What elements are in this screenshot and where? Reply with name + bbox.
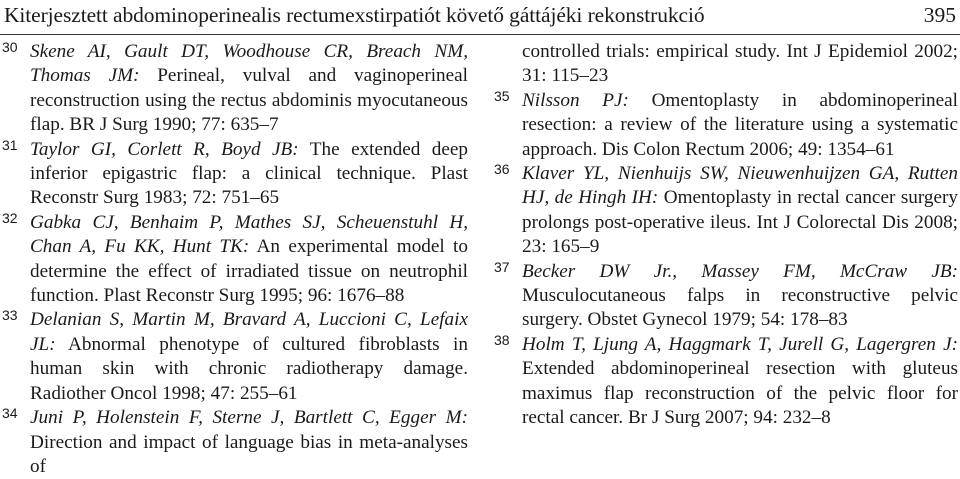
reference-number: 31 (2, 136, 18, 153)
reference-number: 33 (2, 307, 18, 324)
reference-item (0, 406, 468, 479)
reference-text: The extended deep inferior epigastric flap: a clinical technique. Plast Reconstr Surg 1983; 72: 751–65 (30, 138, 468, 209)
reference-item-continued (492, 40, 958, 89)
reference-authors: Klaver YL, Nienhuijs SW, Nieuwenhuijzen GA, Rutten HJ, de Hingh IH: (522, 163, 958, 209)
reference-number: 38 (494, 331, 510, 348)
reference-text: Perineal, vulval and vaginoperineal reconstruction using the rectus abdominis myocutaneous flap. BR J Surg 1990; 77: 635–7 (30, 65, 468, 136)
header-rule (0, 34, 960, 35)
reference-number: 37 (494, 258, 510, 275)
reference-text: Omentoplasty in abdominoperineal resection: a review of the literature using a systematic approach. Dis Colon Rectum 2006; 49: 1354–61 (522, 89, 959, 160)
reference-text: Extended abdominoperineal resection with gluteus maximus flap reconstruction of the pelvic floor for rectal cancer. Br J Surg 2007; 94: 232–8 (522, 358, 958, 429)
reference-text: An experimental model to determine the effect of irradiated tissue on neutrophil function. Plast Reconstr Surg 1995; 96: 1676–88 (30, 236, 468, 307)
page-number: 395 (923, 3, 956, 27)
reference-text: Abnormal phenotype of cultured fibroblasts in human skin with chronic radiotherapy damage. Radiother Oncol 1998; 47: 255–61 (30, 333, 468, 404)
reference-item (492, 89, 958, 162)
reference-number: 34 (2, 405, 18, 422)
reference-authors: Taylor GI, Corlett R, Boyd JB: (30, 138, 299, 160)
reference-number: 30 (2, 39, 18, 55)
reference-authors: Skene AI, Gault DT, Woodhouse CR, Breach NM, Thomas JM: (30, 41, 468, 87)
reference-number: 36 (494, 161, 510, 178)
reference-item (492, 260, 958, 333)
reference-text: controlled trials: empirical study. Int J Epidemiol 2002; 31: 115–23 (522, 41, 958, 87)
reference-text: Musculocutaneous falps in reconstructive pelvic surgery. Obstet Gynecol 1979; 54: 178–83 (522, 285, 958, 331)
reference-authors: Becker DW Jr., Massey FM, McCraw JB: (522, 260, 958, 282)
reference-number: 35 (494, 87, 510, 104)
running-header-title: Kiterjesztett abdominoperinealis rectumexstirpatiót követő gáttájéki rekonstrukció (4, 3, 705, 27)
reference-item (0, 40, 468, 138)
reference-authors: Gabka CJ, Benhaim P, Mathes SJ, Scheuenstuhl H, Chan A, Fu KK, Hunt TK: (30, 211, 468, 258)
reference-item (0, 138, 468, 211)
reference-authors: Delanian S, Martin M, Bravard A, Luccioni C, Lefaix JL: (30, 309, 468, 355)
reference-text: Omentoplasty in rectal cancer surgery prolongs post-operative ileus. Int J Colorectal Dis 2008; 23: 165–9 (522, 187, 959, 258)
reference-item (492, 162, 958, 260)
reference-authors: Holm T, Ljung A, Haggmark T, Jurell G, Lagergren J: (522, 333, 958, 355)
reference-item (0, 308, 468, 406)
reference-text: Direction and impact of language bias in meta-analyses of (30, 431, 468, 477)
reference-column-left (0, 40, 468, 479)
reference-item (492, 333, 958, 431)
reference-item (0, 211, 468, 309)
reference-column-right (492, 40, 958, 431)
reference-authors: Juni P, Holenstein F, Sterne J, Bartlett C, Egger M: (30, 407, 468, 429)
reference-authors: Nilsson PJ: (522, 89, 629, 111)
reference-number: 32 (2, 209, 18, 226)
running-header (0, 0, 960, 34)
